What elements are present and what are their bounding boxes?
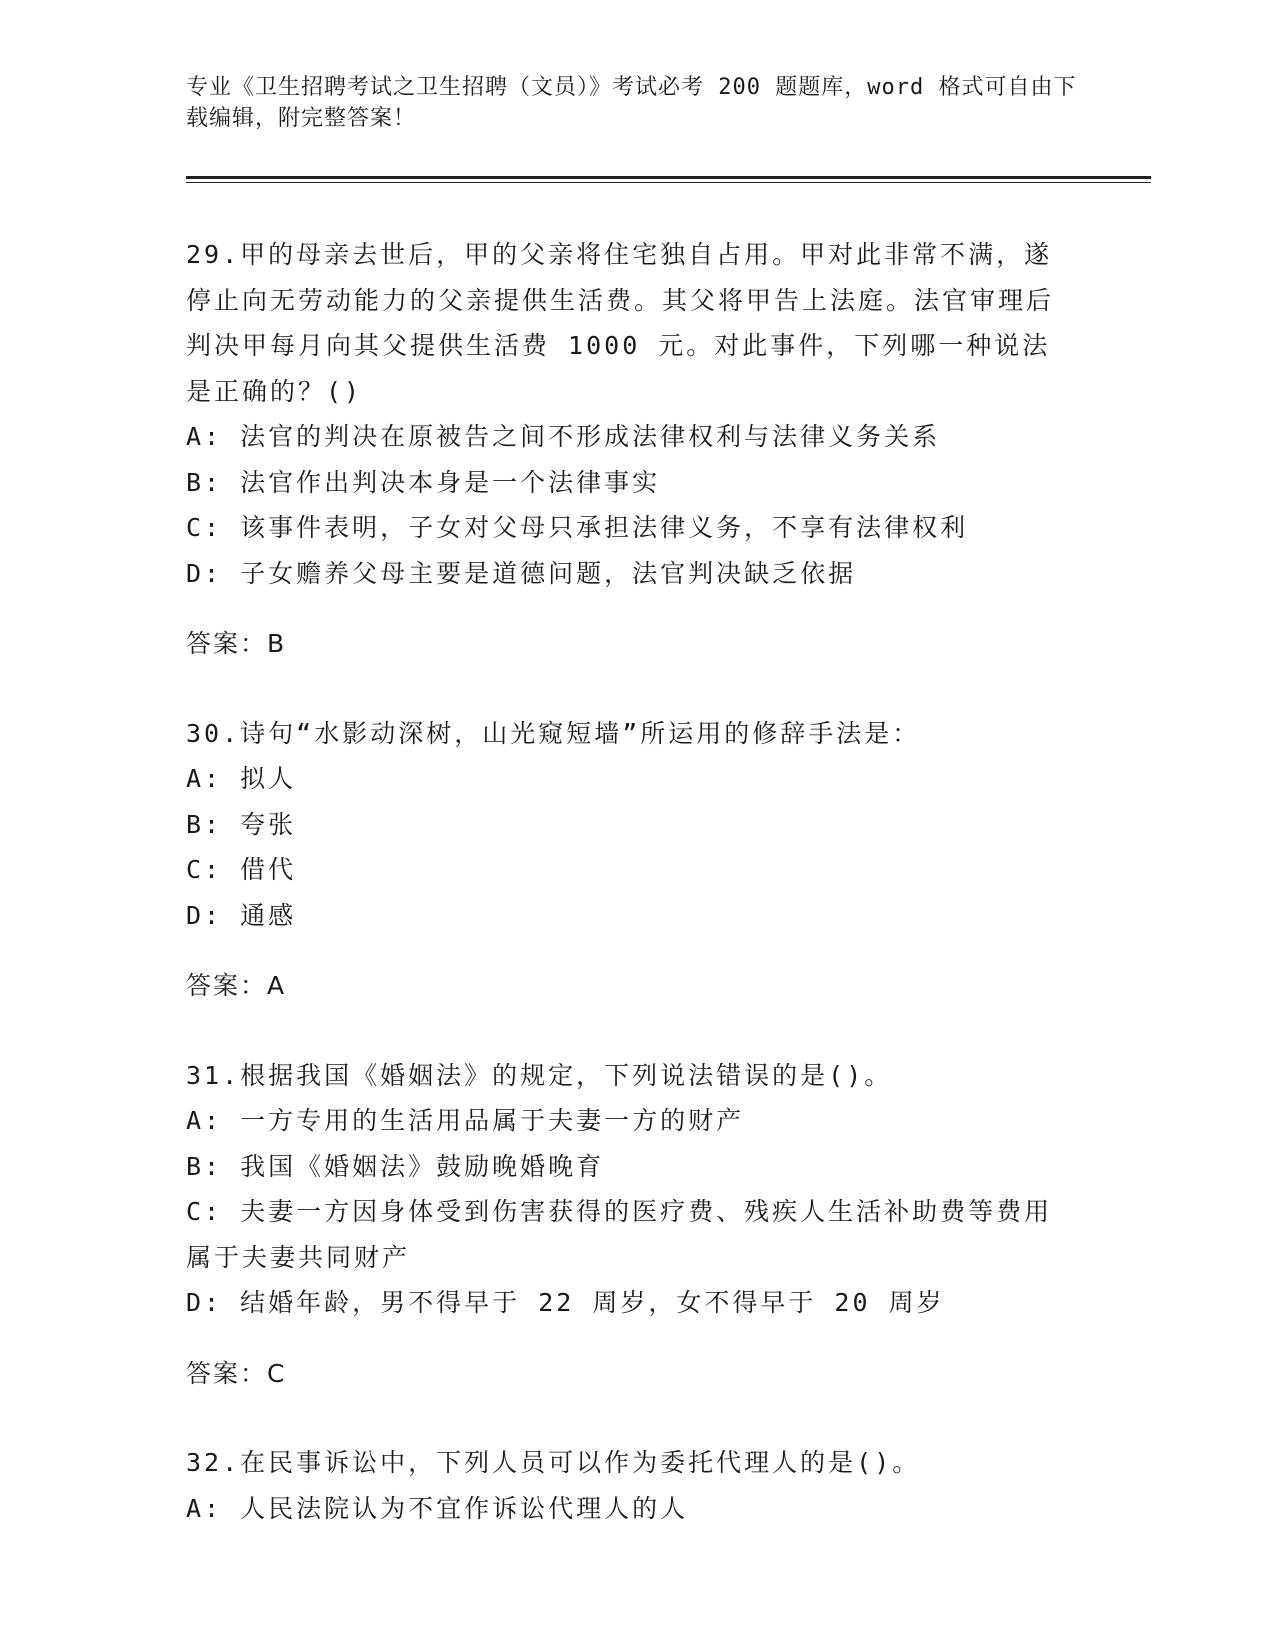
option-c: C: 借代 bbox=[186, 855, 297, 884]
header-rule-thin bbox=[186, 182, 1151, 183]
option-a: A: 拟人 bbox=[186, 764, 297, 793]
option-d: D: 子女赡养父母主要是道德问题，法官判决缺乏依据 bbox=[186, 558, 857, 588]
question-list bbox=[186, 232, 1076, 1575]
question-29 bbox=[186, 232, 1076, 667]
question-30 bbox=[186, 711, 1076, 1009]
question-31 bbox=[186, 1053, 1076, 1397]
option-d: D: 通感 bbox=[186, 900, 297, 930]
option-c: C: 夫妻一方因身体受到伤害获得的医疗费、残疾人生活补助费等费用属于夫妻共同财产 bbox=[186, 1197, 1053, 1272]
option-c: C: 该事件表明，子女对父母只承担法律义务，不享有法律权利 bbox=[186, 513, 969, 542]
option-d: D: 结婚年龄，男不得早于 22 周岁，女不得早于 20 周岁 bbox=[186, 1288, 945, 1317]
option-b: B: 我国《婚姻法》鼓励晚婚晚育 bbox=[186, 1151, 605, 1181]
question-stem: 29.甲的母亲去世后，甲的父亲将住宅独自占用。甲对此非常不满，遂停止向无劳动能力的父亲提供生活费。其父将甲告上法庭。法官审理后判决甲每月向其父提供生活费 1000 元。对此事件，下列哪一种说法是正确的？() bbox=[186, 240, 1055, 406]
question-32 bbox=[186, 1440, 1076, 1531]
document-header: 专业《卫生招聘考试之卫生招聘（文员）》考试必考 200 题题库，word 格式可自由下载编辑，附完整答案！ bbox=[186, 75, 1077, 131]
question-stem: 32.在民事诉讼中，下列人员可以作为委托代理人的是()。 bbox=[186, 1448, 921, 1477]
answer-label: 答案：B bbox=[186, 629, 287, 658]
header-rule-thick bbox=[186, 176, 1151, 179]
option-a: A: 人民法院认为不宜作诉讼代理人的人 bbox=[186, 1493, 689, 1523]
question-stem: 30.诗句“水影动深树，山光窥短墙”所运用的修辞手法是： bbox=[186, 718, 921, 748]
option-a: A: 法官的判决在原被告之间不形成法律权利与法律义务关系 bbox=[186, 422, 941, 451]
question-stem: 31.根据我国《婚姻法》的规定，下列说法错误的是()。 bbox=[186, 1060, 893, 1090]
option-b: B: 夸张 bbox=[186, 809, 297, 839]
answer-label: 答案：A bbox=[186, 971, 287, 1000]
option-a: A: 一方专用的生活用品属于夫妻一方的财产 bbox=[186, 1106, 745, 1135]
option-b: B: 法官作出判决本身是一个法律事实 bbox=[186, 467, 661, 497]
answer-label: 答案：C bbox=[186, 1358, 287, 1388]
